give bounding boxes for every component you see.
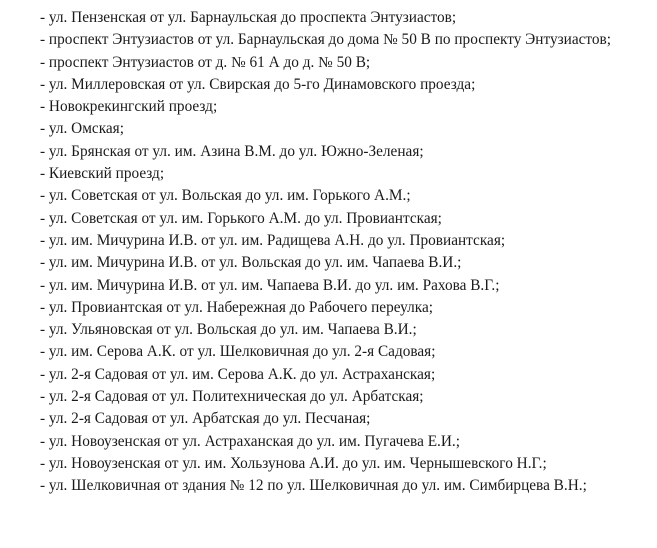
paragraph-item: - ул. им. Мичурина И.В. от ул. Вольская до ул. им. Чапаева В.И.; [40,254,462,272]
paragraph-item: - проспект Энтузиастов от д. № 61 А до д. № 50 В; [40,53,371,71]
paragraph-item: - ул. им. Мичурина И.В. от ул. им. Чапаева В.И. до ул. им. Рахова В.Г.; [40,276,500,294]
paragraph-item: - ул. Пензенская от ул. Барнаульская до проспекта Энтузиастов; [40,9,457,26]
paragraph-item: - ул. Провиантская от ул. Набережная до Рабочего переулка; [40,298,433,316]
paragraph-item: - ул. Омская; [40,120,124,138]
paragraph-item: - ул. Брянская от ул. им. Азина В.М. до ул. Южно-Зеленая; [40,142,424,160]
paragraph-item: - ул. Миллеровская от ул. Свирская до 5-го Динамовского проезда; [40,75,476,93]
paragraph-item: - ул. Советская от ул. Вольская до ул. им. Горького А.М.; [40,187,411,205]
paragraph-item: - ул. 2-я Садовая от ул. Политехническая до ул. Арбатская; [40,388,424,406]
paragraph-item: - ул. 2-я Садовая от ул. им. Серова А.К. до ул. Астраханская; [40,365,436,383]
paragraph-item: - ул. Новоузенская от ул. им. Хользунова А.И. до ул. им. Чернышевского Н.Г.; [40,454,547,472]
paragraph-item: - ул. Ульяновская от ул. Вольская до ул. им. Чапаева В.И.; [40,321,417,339]
paragraph-item: - ул. 2-я Садовая от ул. Арбатская до ул. Песчаная; [40,410,371,428]
paragraph-item: - Новокрекингский проезд; [40,98,218,116]
paragraph-item: - Киевский проезд; [40,165,165,183]
paragraph-item: - ул. Новоузенская от ул. Астраханская до ул. им. Пугачева Е.И.; [40,432,460,450]
paragraph-item: - ул. Советская от ул. им. Горького А.М. до ул. Провиантская; [40,209,442,227]
paragraph-item: - ул. Шелковичная от здания № 12 по ул. Шелковичная до ул. им. Симбирцева В.Н.; [40,477,587,495]
paragraph-item: - проспект Энтузиастов от ул. Барнаульская до дома № 50 В по проспекту Энтузиастов; [40,31,612,49]
paragraph-item: - ул. им. Мичурина И.В. от ул. им. Радищева А.Н. до ул. Провиантская; [40,231,506,249]
paragraph-item: - ул. им. Серова А.К. от ул. Шелковичная до ул. 2-я Садовая; [40,343,436,361]
